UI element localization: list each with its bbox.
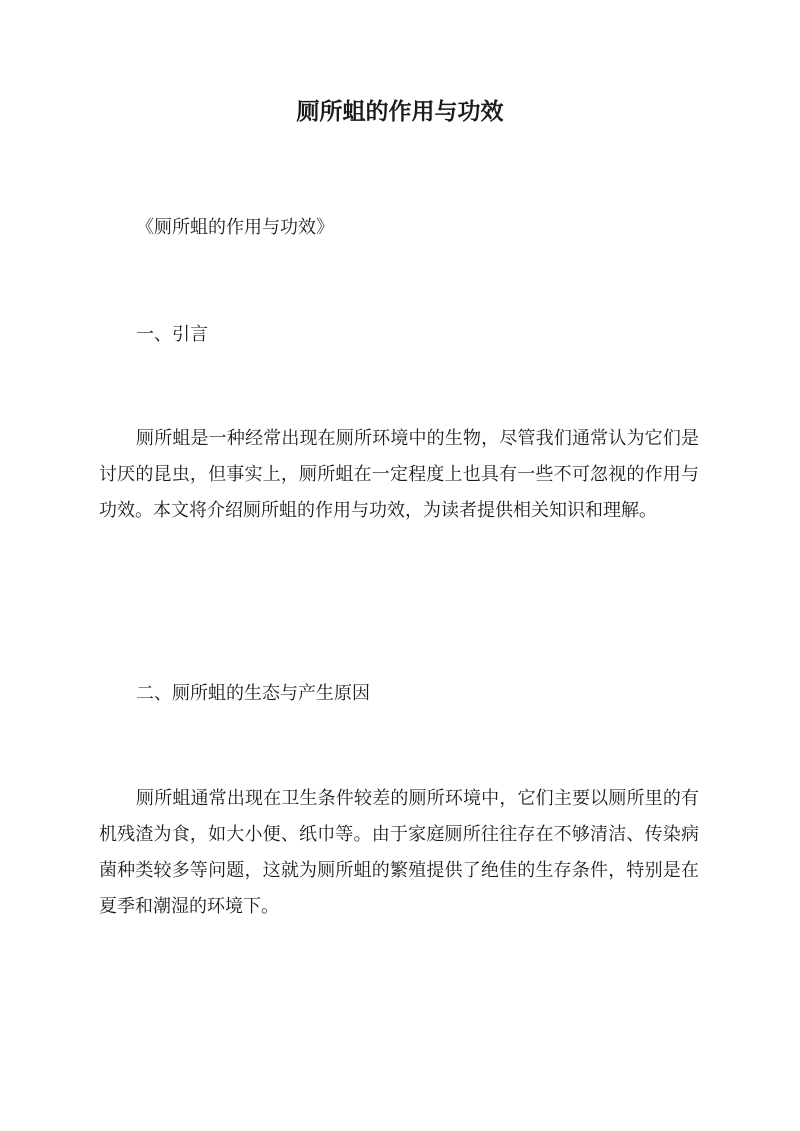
document-title: 厕所蛆的作用与功效	[296, 98, 504, 125]
section-heading-intro: 一、引言	[136, 324, 208, 345]
section-heading-ecology: 二、厕所蛆的生态与产生原因	[136, 683, 370, 704]
section-paragraph-intro: 厕所蛆是一种经常出现在厕所环境中的生物，尽管我们通常认为它们是讨厌的昆虫，但事实上，厕所蛆在一定程度上也具有一些不可忽视的作用与功效。本文将介绍厕所蛆的作用与功效，为读者提供相关知识和理解。	[99, 428, 699, 521]
section-paragraph-ecology: 厕所蛆通常出现在卫生条件较差的厕所环境中，它们主要以厕所里的有机残渣为食，如大小便、纸巾等。由于家庭厕所往往存在不够清洁、传染病菌种类较多等问题，这就为厕所蛆的繁殖提供了绝佳的生存条件，特别是在夏季和潮湿的环境下。	[99, 788, 699, 917]
document-subtitle: 《厕所蛆的作用与功效》	[136, 217, 334, 238]
